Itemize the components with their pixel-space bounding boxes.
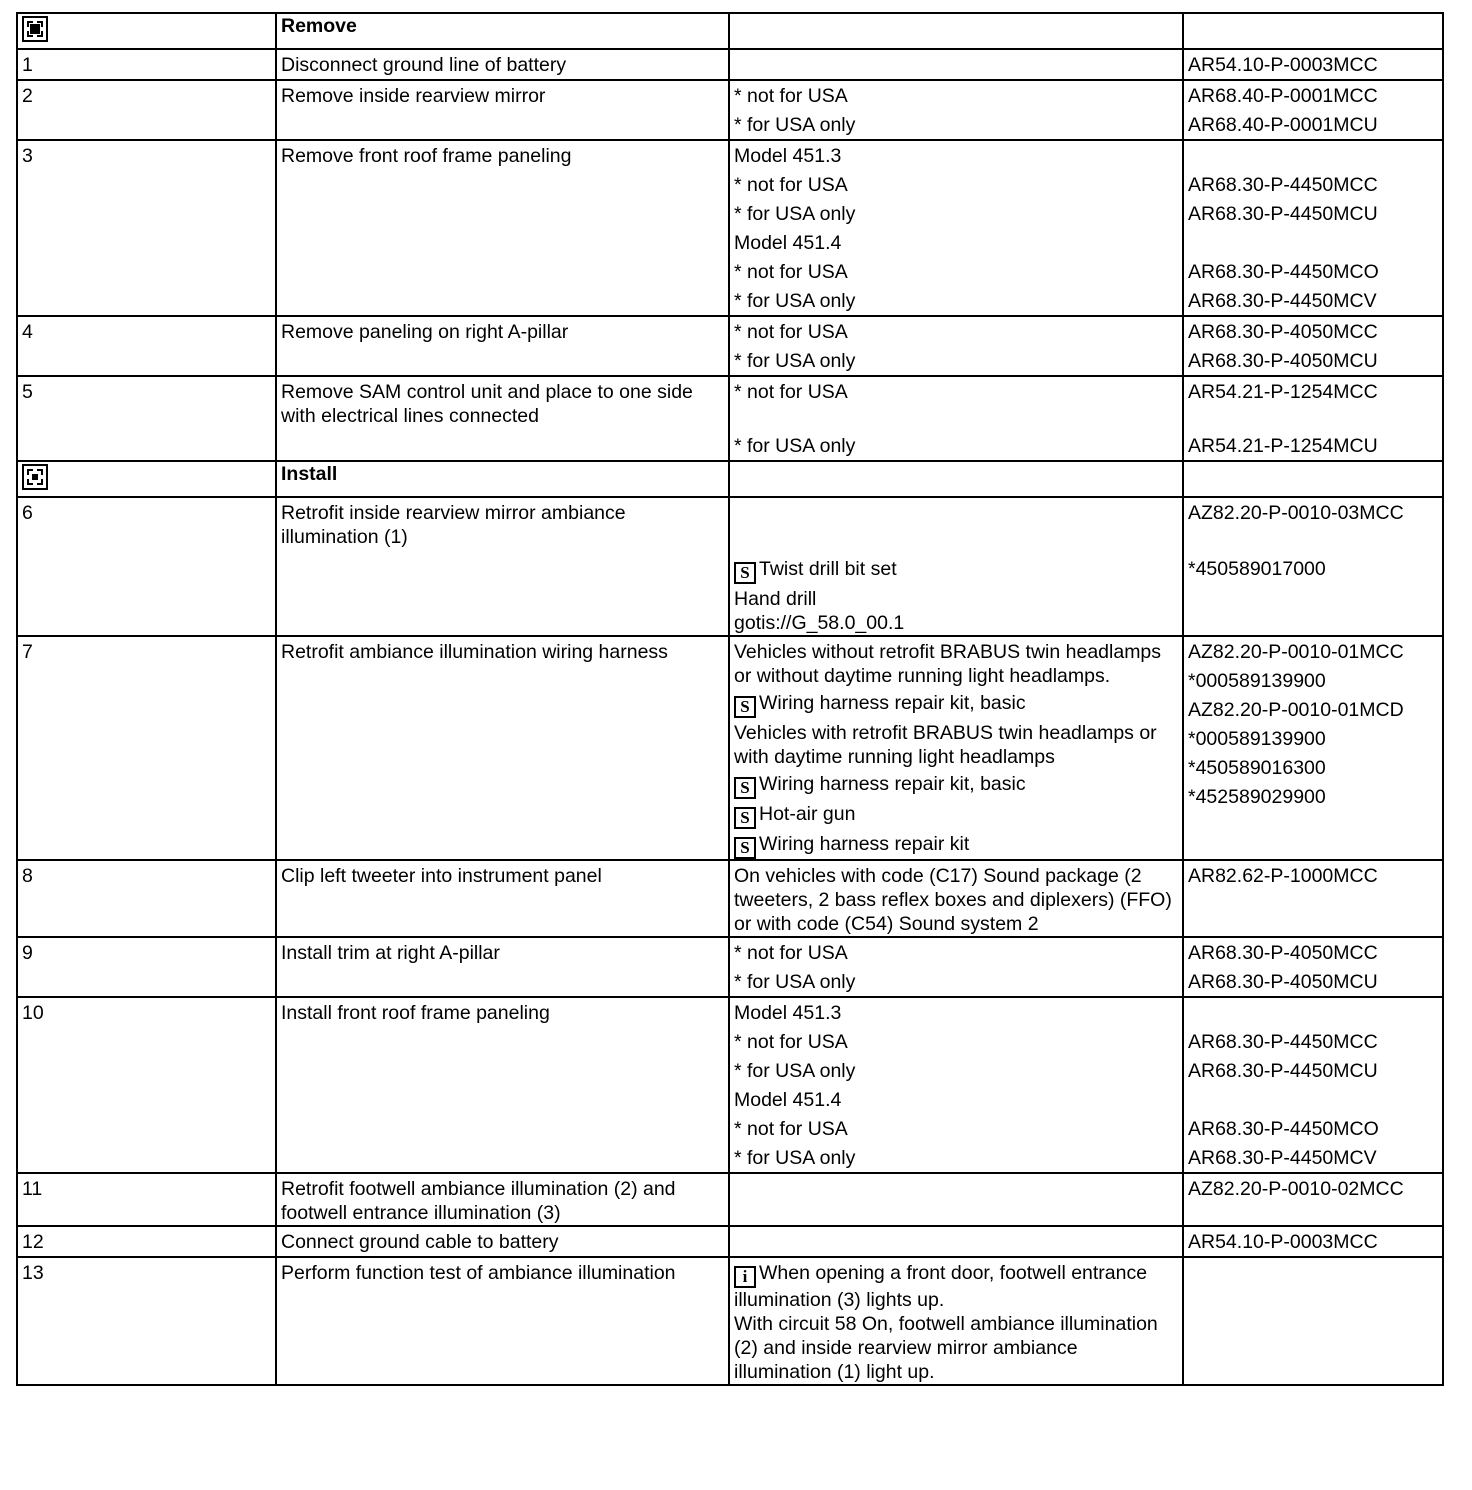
step-references	[1183, 1226, 1443, 1257]
step-number-text: 4	[22, 321, 33, 343]
step-row	[17, 1173, 1443, 1226]
step-references	[1183, 49, 1443, 80]
step-description	[276, 1257, 729, 1385]
document-reference[interactable]: *000589139900	[1188, 728, 1326, 750]
step-description	[276, 376, 729, 461]
note-line	[734, 170, 1178, 199]
step-number	[17, 497, 276, 636]
document-reference[interactable]: *452589029900	[1188, 786, 1326, 808]
document-reference[interactable]: AR68.30-P-4450MCO	[1188, 261, 1379, 283]
document-reference[interactable]: AR68.30-P-4050MCU	[1188, 350, 1378, 372]
document-reference[interactable]: AZ82.20-P-0010-01MCC	[1188, 641, 1404, 663]
section-heading: Install	[276, 461, 729, 497]
note-text: When opening a front door, footwell entrance illumination (3) lights up.	[734, 1262, 1148, 1311]
reference-line	[1188, 724, 1438, 753]
step-notes	[729, 860, 1183, 937]
step-number	[17, 140, 276, 316]
step-number	[17, 1226, 276, 1257]
reference-line	[1188, 967, 1438, 996]
note-line	[734, 998, 1178, 1027]
document-reference[interactable]: *450589017000	[1188, 558, 1326, 580]
step-number-text: 3	[22, 145, 33, 167]
note-text: Twist drill bit set	[759, 558, 897, 580]
step-number	[17, 937, 276, 997]
document-reference[interactable]: AR68.30-P-4450MCC	[1188, 1031, 1378, 1053]
note-line	[734, 554, 1178, 584]
step-number-text: 6	[22, 502, 33, 524]
step-number	[17, 376, 276, 461]
reference-line	[1188, 81, 1438, 110]
note-line	[734, 1027, 1178, 1056]
reference-line	[1188, 110, 1438, 139]
step-description-text: Disconnect ground line of battery	[281, 54, 567, 76]
reference-line	[1188, 1227, 1438, 1256]
step-notes	[729, 49, 1183, 80]
step-description	[276, 80, 729, 140]
note-line	[734, 257, 1178, 286]
step-number-text: 5	[22, 381, 33, 403]
special-tool-icon: S	[734, 777, 756, 799]
step-references	[1183, 316, 1443, 376]
step-row	[17, 49, 1443, 80]
step-number	[17, 316, 276, 376]
remove-symbol-icon	[22, 16, 48, 42]
step-description-text: Connect ground cable to battery	[281, 1231, 559, 1253]
procedure-table-body	[17, 13, 1443, 1385]
note-text: * not for USA	[734, 261, 848, 283]
note-text: * not for USA	[734, 1118, 848, 1140]
step-row	[17, 376, 1443, 461]
note-line	[734, 228, 1178, 257]
step-number	[17, 860, 276, 937]
reference-line	[1188, 1027, 1438, 1056]
step-number	[17, 80, 276, 140]
step-number-text: 13	[22, 1262, 44, 1284]
step-description-text: Retrofit inside rearview mirror ambiance illumination (1)	[281, 502, 626, 548]
step-description	[276, 860, 729, 937]
document-reference[interactable]: *000589139900	[1188, 670, 1326, 692]
section-header-row	[17, 461, 1443, 497]
step-notes	[729, 997, 1183, 1173]
document-reference[interactable]: AZ82.20-P-0010-01MCD	[1188, 699, 1404, 721]
reference-line	[1188, 377, 1438, 431]
document-reference[interactable]: AZ82.20-P-0010-02MCC	[1188, 1178, 1404, 1200]
special-tool-icon: S	[734, 837, 756, 859]
reference-line	[1188, 666, 1438, 695]
step-references	[1183, 1257, 1443, 1385]
step-row	[17, 80, 1443, 140]
note-line	[734, 1056, 1178, 1085]
section-header-row	[17, 13, 1443, 49]
step-number	[17, 1257, 276, 1385]
note-text: gotis://G_58.0_00.1	[734, 612, 905, 634]
note-line	[734, 1143, 1178, 1172]
reference-line	[1188, 637, 1438, 666]
step-number-text: 9	[22, 942, 33, 964]
reference-line	[1188, 1114, 1438, 1143]
reference-line	[1188, 695, 1438, 724]
note-text: Vehicles without retrofit BRABUS twin headlamps or without daytime running light headlamps.	[734, 641, 1162, 687]
step-notes	[729, 1257, 1183, 1385]
note-text: Wiring harness repair kit	[759, 833, 970, 855]
step-notes	[729, 376, 1183, 461]
step-references	[1183, 860, 1443, 937]
reference-line	[1188, 1085, 1438, 1114]
note-text: * not for USA	[734, 321, 848, 343]
reference-line	[1188, 998, 1438, 1027]
note-line	[734, 1114, 1178, 1143]
section-icon-cell	[17, 13, 276, 49]
note-text: Model 451.4	[734, 232, 842, 254]
note-line	[734, 1258, 1178, 1384]
reference-line	[1188, 286, 1438, 315]
note-line	[734, 861, 1178, 936]
step-description-text: Perform function test of ambiance illumination	[281, 1262, 676, 1284]
note-text: Model 451.4	[734, 1089, 842, 1111]
step-number-text: 11	[22, 1178, 43, 1200]
note-text: Wiring harness repair kit, basic	[759, 692, 1026, 714]
step-references	[1183, 80, 1443, 140]
step-row	[17, 937, 1443, 997]
reference-line	[1188, 583, 1438, 612]
step-row	[17, 497, 1443, 636]
note-text: * for USA only	[734, 203, 856, 225]
step-references	[1183, 997, 1443, 1173]
step-row	[17, 140, 1443, 316]
step-number-text: 2	[22, 85, 33, 107]
note-line	[734, 81, 1178, 110]
note-text: * for USA only	[734, 1147, 856, 1169]
note-line	[734, 938, 1178, 967]
reference-line	[1188, 170, 1438, 199]
empty-cell	[1183, 13, 1443, 49]
note-line	[734, 637, 1178, 688]
step-row	[17, 636, 1443, 860]
note-line	[734, 769, 1178, 799]
step-row	[17, 316, 1443, 376]
step-number-text: 1	[22, 54, 33, 76]
document-reference[interactable]: AR68.30-P-4450MCU	[1188, 1060, 1378, 1082]
reference-line	[1188, 498, 1438, 554]
document-reference[interactable]: AR68.30-P-4050MCC	[1188, 321, 1378, 343]
document-reference[interactable]: *450589016300	[1188, 757, 1326, 779]
note-text: Wiring harness repair kit, basic	[759, 773, 1026, 795]
reference-line	[1188, 782, 1438, 811]
reference-line	[1188, 228, 1438, 257]
document-reference[interactable]: AR68.40-P-0001MCU	[1188, 114, 1378, 136]
note-text: * for USA only	[734, 350, 856, 372]
note-line	[734, 829, 1178, 859]
step-description	[276, 316, 729, 376]
note-text: On vehicles with code (C17) Sound package (2 tweeters, 2 bass reflex boxes and diplexers) (FFO) or with code (C54) Sound system 2	[734, 865, 1172, 935]
note-line	[734, 688, 1178, 718]
step-description	[276, 1226, 729, 1257]
document-reference[interactable]: AR68.30-P-4450MCO	[1188, 1118, 1379, 1140]
reference-line	[1188, 317, 1438, 346]
reference-line	[1188, 346, 1438, 375]
install-symbol-icon	[22, 464, 48, 490]
note-text: * not for USA	[734, 1031, 848, 1053]
note-text: Vehicles with retrofit BRABUS twin headlamps or with daytime running light headlamps	[734, 722, 1157, 768]
info-icon: i	[734, 1266, 756, 1288]
step-description	[276, 997, 729, 1173]
step-row	[17, 860, 1443, 937]
step-references	[1183, 636, 1443, 860]
note-line	[734, 584, 1178, 635]
document-reference[interactable]: AZ82.20-P-0010-03MCC	[1188, 502, 1404, 524]
note-text: * not for USA	[734, 381, 848, 403]
note-text: * for USA only	[734, 290, 856, 312]
note-text: * not for USA	[734, 174, 848, 196]
section-icon-cell	[17, 461, 276, 497]
note-line	[734, 431, 1178, 460]
note-text: Model 451.3	[734, 145, 842, 167]
step-description	[276, 140, 729, 316]
special-tool-icon: S	[734, 807, 756, 829]
step-description	[276, 497, 729, 636]
step-number-text: 8	[22, 865, 33, 887]
step-row	[17, 1257, 1443, 1385]
document-reference[interactable]: AR68.30-P-4050MCC	[1188, 942, 1378, 964]
step-notes	[729, 1173, 1183, 1226]
step-notes	[729, 316, 1183, 376]
step-notes	[729, 636, 1183, 860]
note-line	[734, 1085, 1178, 1114]
document-reference[interactable]: AR54.21-P-1254MCU	[1188, 435, 1378, 457]
document-reference[interactable]: AR68.30-P-4050MCU	[1188, 971, 1378, 993]
note-text: Model 451.3	[734, 1002, 842, 1024]
note-text: Hand drill	[734, 588, 817, 610]
document-reference[interactable]: AR68.30-P-4450MCV	[1188, 290, 1377, 312]
note-text: * not for USA	[734, 942, 848, 964]
document-reference[interactable]: AR68.30-P-4450MCV	[1188, 1147, 1377, 1169]
reference-line	[1188, 554, 1438, 583]
step-description	[276, 1173, 729, 1226]
reference-line	[1188, 431, 1438, 460]
note-text: * for USA only	[734, 971, 856, 993]
note-line	[734, 718, 1178, 769]
section-heading: Remove	[276, 13, 729, 49]
note-text: * not for USA	[734, 85, 848, 107]
step-notes	[729, 80, 1183, 140]
document-reference[interactable]: AR54.21-P-1254MCC	[1188, 381, 1378, 403]
step-description	[276, 49, 729, 80]
document-reference[interactable]: AR54.10-P-0003MCC	[1188, 54, 1378, 76]
note-text: * for USA only	[734, 114, 856, 136]
step-references	[1183, 376, 1443, 461]
reference-line	[1188, 141, 1438, 170]
note-text: * for USA only	[734, 435, 856, 457]
note-text: Hot-air gun	[759, 803, 856, 825]
document-reference[interactable]: AR68.40-P-0001MCC	[1188, 85, 1378, 107]
step-description-text: Remove paneling on right A-pillar	[281, 321, 569, 343]
note-line	[734, 141, 1178, 170]
step-row	[17, 997, 1443, 1173]
step-description-text: Install trim at right A-pillar	[281, 942, 500, 964]
note-line	[734, 110, 1178, 139]
reference-line	[1188, 1143, 1438, 1172]
step-number	[17, 1173, 276, 1226]
note-line	[734, 199, 1178, 228]
step-notes	[729, 140, 1183, 316]
reference-line	[1188, 1174, 1438, 1203]
note-line	[734, 967, 1178, 996]
note-line	[734, 1227, 1178, 1256]
empty-cell	[729, 461, 1183, 497]
special-tool-icon: S	[734, 696, 756, 718]
step-description-text: Remove SAM control unit and place to one side with electrical lines connected	[281, 381, 693, 427]
step-references	[1183, 1173, 1443, 1226]
reference-line	[1188, 257, 1438, 286]
step-description-text: Retrofit footwell ambiance illumination (2) and footwell entrance illumination (3)	[281, 1178, 676, 1224]
empty-cell	[729, 13, 1183, 49]
step-notes	[729, 1226, 1183, 1257]
step-row	[17, 1226, 1443, 1257]
reference-line	[1188, 861, 1438, 890]
step-references	[1183, 497, 1443, 636]
step-description	[276, 636, 729, 860]
procedure-table	[16, 12, 1444, 1386]
document-reference[interactable]: AR54.10-P-0003MCC	[1188, 1231, 1378, 1253]
note-line	[734, 1174, 1178, 1203]
reference-line	[1188, 199, 1438, 228]
reference-line	[1188, 753, 1438, 782]
document-reference[interactable]: AR68.30-P-4450MCC	[1188, 174, 1378, 196]
step-number	[17, 49, 276, 80]
step-notes	[729, 497, 1183, 636]
step-number-text: 7	[22, 641, 33, 663]
note-line	[734, 317, 1178, 346]
step-references	[1183, 937, 1443, 997]
reference-line	[1188, 1056, 1438, 1085]
step-number-text: 10	[22, 1002, 44, 1024]
reference-line	[1188, 50, 1438, 79]
step-description-text: Retrofit ambiance illumination wiring harness	[281, 641, 668, 663]
reference-line	[1188, 938, 1438, 967]
empty-cell	[1183, 461, 1443, 497]
note-line	[734, 346, 1178, 375]
note-line	[734, 377, 1178, 431]
document-reference[interactable]: AR82.62-P-1000MCC	[1188, 865, 1378, 887]
step-number-text: 12	[22, 1231, 44, 1253]
step-description-text: Clip left tweeter into instrument panel	[281, 865, 602, 887]
note-line	[734, 799, 1178, 829]
note-text: * for USA only	[734, 1060, 856, 1082]
note-text: With circuit 58 On, footwell ambiance illumination (2) and inside rearview mirror ambiance illumination (1) light up.	[734, 1313, 1158, 1383]
document-reference[interactable]: AR68.30-P-4450MCU	[1188, 203, 1378, 225]
step-number	[17, 636, 276, 860]
step-description-text: Install front roof frame paneling	[281, 1002, 550, 1024]
special-tool-icon: S	[734, 562, 756, 584]
step-references	[1183, 140, 1443, 316]
step-description-text: Remove front roof frame paneling	[281, 145, 572, 167]
step-description-text: Remove inside rearview mirror	[281, 85, 546, 107]
note-line	[734, 286, 1178, 315]
note-line	[734, 50, 1178, 79]
reference-line	[1188, 1258, 1438, 1287]
step-number	[17, 997, 276, 1173]
note-line	[734, 498, 1178, 554]
step-notes	[729, 937, 1183, 997]
step-description	[276, 937, 729, 997]
